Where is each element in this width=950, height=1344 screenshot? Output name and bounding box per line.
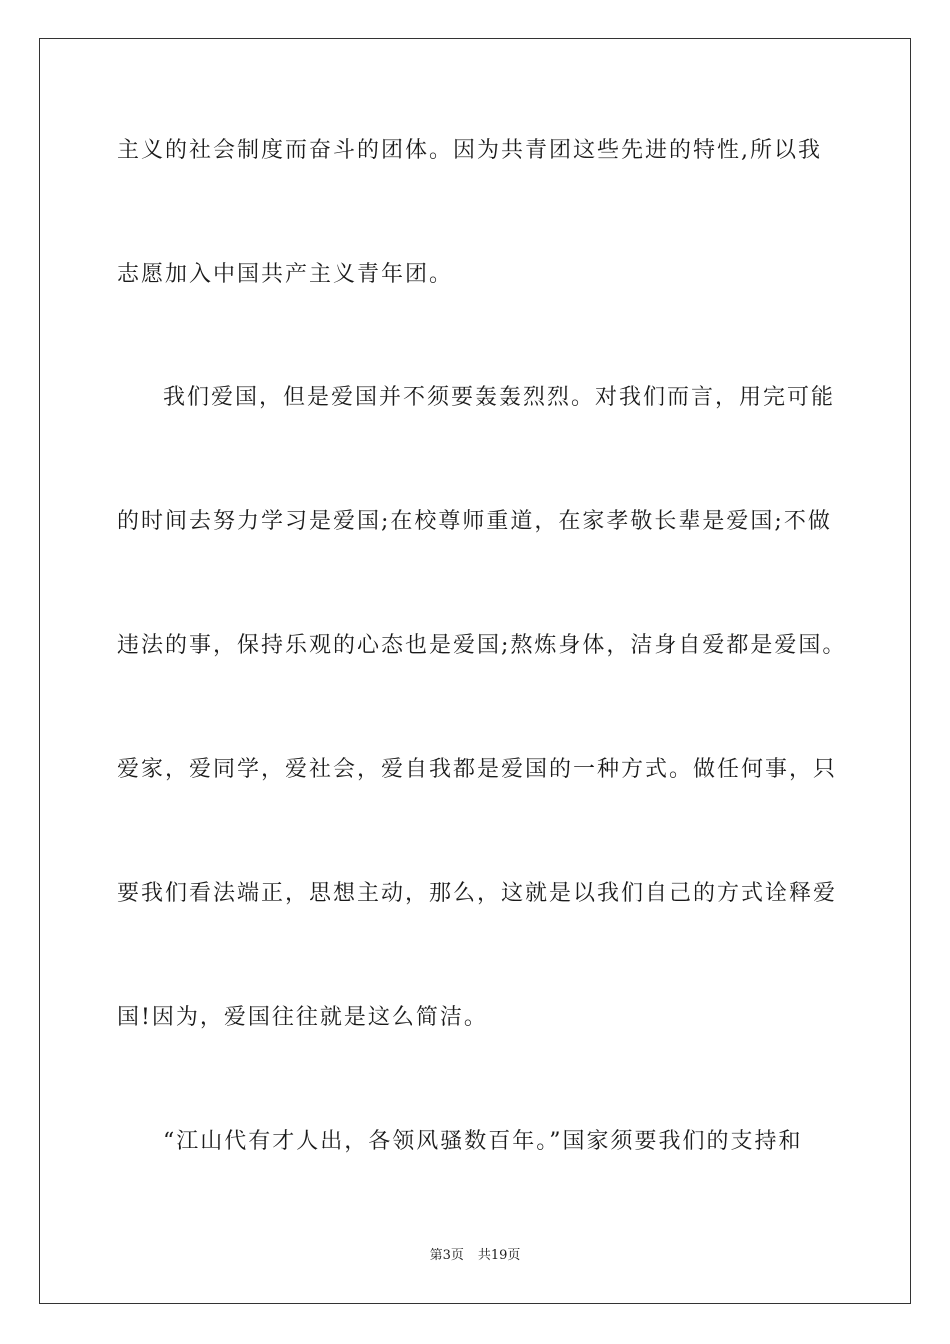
current-page-number: 第3页	[429, 1248, 464, 1263]
body-text-line: 违法的事，保持乐观的心态也是爱国;熬炼身体，洁身自爱都是爱国。	[117, 633, 847, 658]
page-border	[39, 38, 911, 1304]
body-text-line: 国!因为，爱国往往就是这么简洁。	[117, 1005, 488, 1030]
paragraph-first-line: 我们爱国，但是爱国并不须要轰轰烈烈。对我们而言，用完可能	[163, 385, 836, 410]
page-footer	[0, 1247, 950, 1265]
body-text-line: 志愿加入中国共产主义青年团。	[117, 262, 454, 287]
body-text-line: 要我们看法端正，思想主动，那么，这就是以我们自己的方式诠释爱	[117, 881, 838, 906]
body-text-line: 主义的社会制度而奋斗的团体。因为共青团这些先进的特性,所以我	[117, 138, 822, 163]
body-text-line: 爱家，爱同学，爱社会，爱自我都是爱国的一种方式。做任何事，只	[117, 757, 838, 782]
total-page-count: 共19页	[477, 1248, 521, 1263]
paragraph-first-line: “江山代有才人出，各领风骚数百年。”国家须要我们的支持和	[163, 1129, 803, 1154]
body-text-line: 的时间去努力学习是爱国;在校尊师重道，在家孝敬长辈是爱国;不做	[117, 509, 832, 534]
